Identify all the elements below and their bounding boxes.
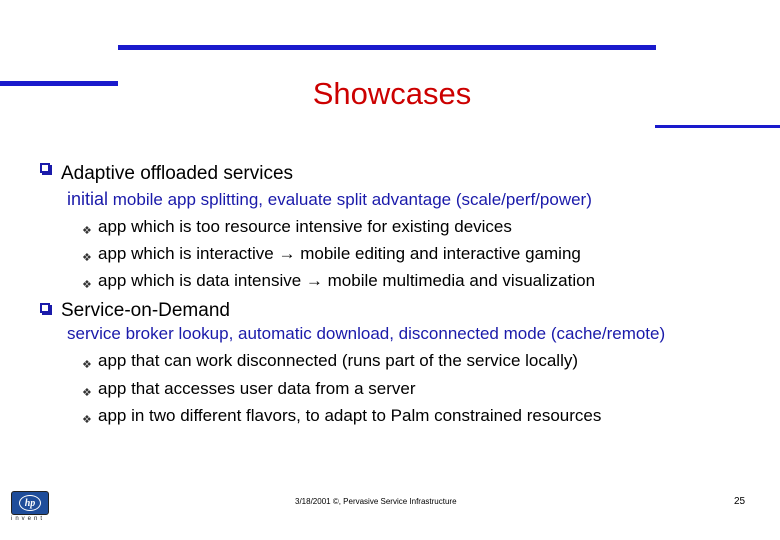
top-rule xyxy=(118,45,656,50)
section-heading: Adaptive offloaded services xyxy=(61,163,294,184)
logo-mark: hp xyxy=(19,495,41,511)
diamond-bullet-icon: ❖ xyxy=(82,251,92,264)
section-subheading xyxy=(67,189,592,210)
diamond-bullet-icon: ❖ xyxy=(82,278,92,291)
diamond-bullet-icon: ❖ xyxy=(82,224,92,237)
list-item: app in two different flavors, to adapt to Palm constrained resources xyxy=(98,406,602,425)
subheading-text: mobile app splitting, evaluate split advantage (scale/perf/power) xyxy=(112,190,592,209)
slide-title: Showcases xyxy=(312,76,472,111)
checkbox-bullet-icon xyxy=(40,163,50,173)
logo-caption: invent xyxy=(11,516,46,522)
list-item: app that accesses user data from a server xyxy=(98,379,416,398)
list-item: app which is interactive → mobile editing and interactive gaming xyxy=(98,244,581,263)
diamond-bullet-icon: ❖ xyxy=(82,413,92,426)
list-item: app which is data intensive → mobile multimedia and visualization xyxy=(98,271,596,290)
page-number: 25 xyxy=(734,496,746,507)
list-item: app which is too resource intensive for existing devices xyxy=(98,217,512,236)
list-item: app that can work disconnected (runs part of the service locally) xyxy=(98,351,579,370)
right-rule xyxy=(655,125,780,128)
diamond-bullet-icon: ❖ xyxy=(82,386,92,399)
diamond-bullet-icon: ❖ xyxy=(82,358,92,371)
subheading-lead: initial xyxy=(67,189,109,209)
checkbox-bullet-icon xyxy=(40,303,50,313)
hp-logo xyxy=(11,491,49,515)
section-heading: Service-on-Demand xyxy=(61,300,230,321)
footer-text: 3/18/2001 ©, Pervasive Service Infrastructure xyxy=(295,497,457,506)
section-subheading: service broker lookup, automatic download, disconnected mode (cache/remote) xyxy=(67,324,666,343)
